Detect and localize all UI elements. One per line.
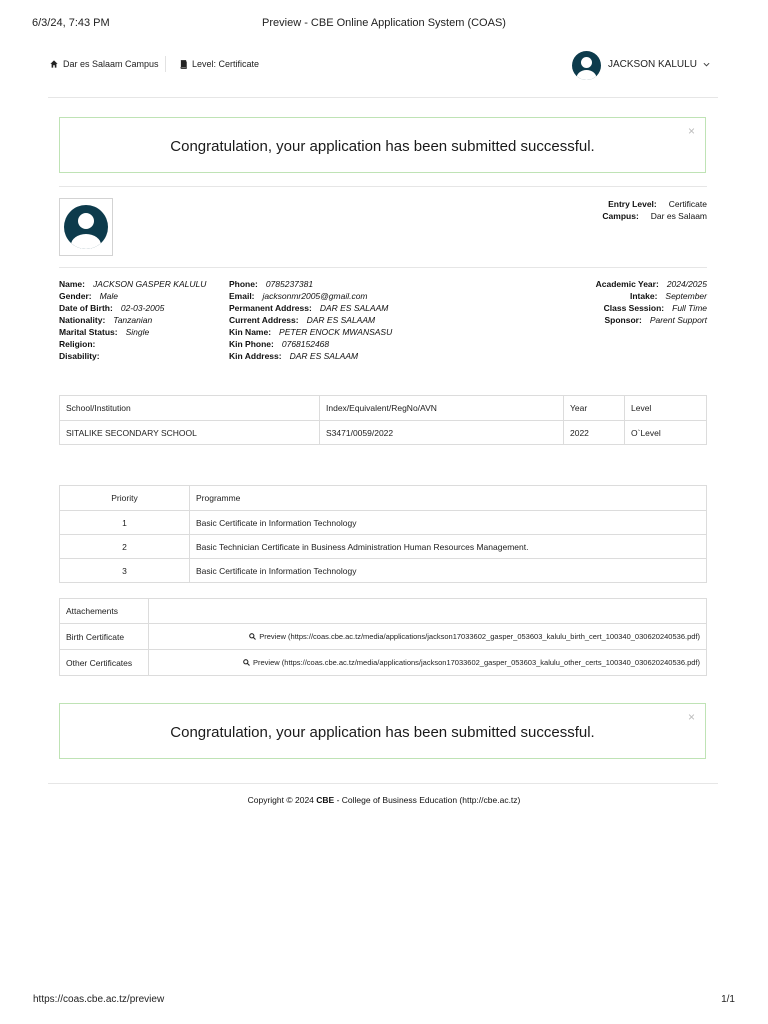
info-row: Kin Address: DAR ES SALAAM	[229, 351, 359, 361]
book-icon	[180, 60, 187, 69]
table-cell: S3471/0059/2022	[320, 421, 564, 445]
table-row	[60, 650, 707, 676]
table-header-row	[60, 396, 707, 421]
nav-divider-line	[48, 97, 718, 98]
info-row: Sponsor: Parent Support	[604, 315, 707, 325]
info-row: Academic Year: 2024/2025	[595, 279, 707, 289]
print-page-number: 1/1	[721, 994, 735, 1005]
close-icon[interactable]: ×	[687, 124, 695, 138]
table-row	[60, 559, 707, 583]
table-row	[60, 535, 707, 559]
section-divider	[59, 186, 707, 187]
page-footer	[0, 795, 768, 805]
preview-link-text: Preview (https://coas.cbe.ac.tz/media/applications/jackson17033602_gasper_053603_kalulu_other_certs_100340_030620240536.pdf)	[253, 657, 700, 667]
info-row: Kin Name: PETER ENOCK MWANSASU	[229, 327, 393, 337]
column-header: Year	[564, 396, 625, 421]
table-cell	[149, 650, 707, 676]
table-header-row	[60, 599, 707, 624]
nav-level[interactable]	[180, 59, 259, 69]
info-row: Gender: Male	[59, 291, 119, 301]
nav-divider	[165, 56, 166, 72]
success-alert	[59, 117, 706, 173]
info-row: Current Address: DAR ES SALAAM	[229, 315, 376, 325]
table-header-row	[60, 486, 707, 511]
print-datetime: 6/3/24, 7:43 PM	[32, 17, 110, 29]
search-icon	[249, 633, 256, 640]
column-header: Programme	[190, 486, 707, 511]
success-message: Congratulation, your application has been submitted successful.	[170, 724, 595, 741]
search-icon	[243, 659, 250, 666]
info-row: Religion:	[59, 339, 96, 349]
chevron-down-icon	[703, 62, 710, 67]
column-header: Priority	[60, 486, 190, 511]
table-row	[60, 421, 707, 445]
nav-campus-label: Dar es Salaam Campus	[63, 59, 159, 69]
user-avatar-icon	[572, 51, 601, 80]
info-row: Date of Birth: 02-03-2005	[59, 303, 165, 313]
user-menu[interactable]	[608, 59, 710, 70]
nav-level-label: Level: Certificate	[192, 59, 260, 69]
entry-level-label: Entry Level:	[608, 199, 657, 209]
footer-prefix: Copyright © 2024	[247, 795, 317, 805]
table-cell: 1	[60, 511, 190, 535]
close-icon[interactable]: ×	[687, 710, 695, 724]
birth-certificate-preview-link[interactable]	[249, 632, 700, 641]
info-row: Disability:	[59, 351, 100, 361]
info-row: Phone: 0785237381	[229, 279, 314, 289]
education-table	[59, 395, 707, 445]
info-row: Kin Phone: 0768152468	[229, 339, 330, 349]
info-row: Name: JACKSON GASPER KALULU	[59, 279, 207, 289]
home-icon	[50, 60, 58, 68]
campus-value: Dar es Salaam	[650, 211, 707, 221]
footer-brand: CBE	[316, 795, 335, 805]
table-cell: Basic Certificate in Information Technology	[190, 559, 707, 583]
table-cell: 2022	[564, 421, 625, 445]
academic-info	[596, 278, 707, 326]
table-cell: Basic Technician Certificate in Business Administration Human Resources Management.	[190, 535, 707, 559]
programme-table	[59, 485, 707, 583]
other-certificates-preview-link[interactable]	[243, 658, 700, 667]
print-footer-url: https://coas.cbe.ac.tz/preview	[33, 994, 165, 1005]
column-header: Index/Equivalent/RegNo/AVN	[320, 396, 564, 421]
entry-info	[602, 198, 707, 222]
user-name: JACKSON KALULU	[608, 59, 697, 70]
column-header: Level	[625, 396, 707, 421]
column-header	[149, 599, 707, 624]
section-divider	[59, 267, 707, 268]
footer-divider	[48, 783, 718, 784]
table-cell: Basic Certificate in Information Technology	[190, 511, 707, 535]
info-row: Marital Status: Single	[59, 327, 150, 337]
table-cell: O`Level	[625, 421, 707, 445]
applicant-photo	[59, 198, 113, 256]
personal-info	[59, 278, 206, 362]
table-cell: SITALIKE SECONDARY SCHOOL	[60, 421, 320, 445]
print-title: Preview - CBE Online Application System (COAS)	[262, 17, 506, 29]
info-row: Class Session: Full Time	[603, 303, 707, 313]
applicant-avatar-icon	[60, 199, 112, 255]
user-avatar[interactable]	[572, 51, 601, 80]
entry-level-value: Certificate	[668, 199, 707, 209]
column-header: School/Institution	[60, 396, 320, 421]
info-row: Intake: September	[630, 291, 707, 301]
nav-campus[interactable]	[50, 59, 159, 69]
table-row	[60, 624, 707, 650]
info-row: Email: jacksonmr2005@gmail.com	[229, 291, 368, 301]
table-row	[60, 511, 707, 535]
attachments-table	[59, 598, 707, 676]
table-cell	[149, 624, 707, 650]
column-header: Attachements	[60, 599, 149, 624]
campus-label: Campus:	[602, 211, 639, 221]
table-cell: 2	[60, 535, 190, 559]
attachment-label: Other Certificates	[60, 650, 149, 676]
success-message: Congratulation, your application has been submitted successful.	[170, 138, 595, 155]
footer-suffix: - College of Business Education (http://cbe.ac.tz)	[334, 795, 521, 805]
table-cell: 3	[60, 559, 190, 583]
contact-info	[229, 278, 392, 362]
info-row: Nationality: Tanzanian	[59, 315, 153, 325]
attachment-label: Birth Certificate	[60, 624, 149, 650]
success-alert	[59, 703, 706, 759]
preview-link-text: Preview (https://coas.cbe.ac.tz/media/applications/jackson17033602_gasper_053603_kalulu_birth_cert_100340_030620240536.pdf)	[259, 631, 700, 641]
info-row: Permanent Address: DAR ES SALAAM	[229, 303, 389, 313]
